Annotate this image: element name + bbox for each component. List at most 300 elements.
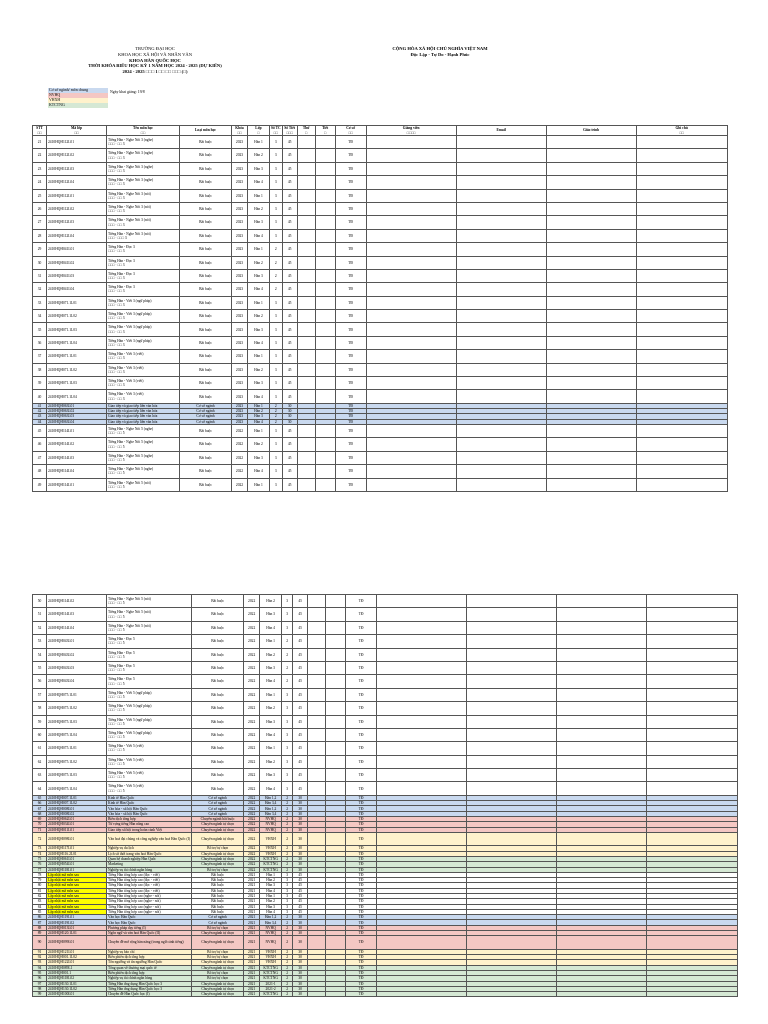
row-campus: TĐ	[346, 806, 377, 811]
table-row	[33, 243, 728, 256]
row-periods: 45	[282, 323, 297, 336]
row-course-type: Bắt buộc	[192, 728, 244, 741]
row-cohort: 2021	[244, 904, 260, 909]
row-lecturer	[377, 595, 467, 608]
row-lecturer	[366, 425, 456, 438]
row-note	[636, 162, 727, 175]
row-course-type: Chuyên ngành tự chọn	[192, 965, 244, 970]
row-textbook	[546, 136, 636, 149]
row-credits: 3	[282, 883, 293, 888]
row-course-name: Nghiệp vụ tài chính ngân hàng	[107, 867, 192, 872]
row-course-name: Giao tiếp và giao tiếp liên văn hóa	[107, 419, 180, 424]
row-periods: 45	[282, 216, 297, 229]
row-email	[456, 451, 546, 464]
row-cohort: 2023	[232, 176, 248, 189]
row-course-type: Bắt buộc	[192, 909, 244, 914]
row-lecturer	[377, 675, 467, 688]
row-class: Hàn 4	[260, 621, 282, 634]
row-course-name: Tiếng Hàn ứng dụng Hàn Quốc học 3	[107, 981, 192, 986]
row-class: Hàn 2	[248, 409, 270, 414]
row-note	[647, 782, 738, 795]
row-campus: TĐ	[335, 419, 366, 424]
row-periods: 45	[293, 608, 308, 621]
row-class: 2021-1	[260, 981, 282, 986]
row-campus: TĐ	[346, 635, 377, 648]
row-note	[636, 216, 727, 229]
row-stt: 65	[33, 795, 47, 800]
row-stt: 51	[33, 608, 47, 621]
row-cohort: 2021	[244, 981, 260, 986]
row-periods: 30	[293, 925, 308, 930]
row-email	[467, 702, 557, 715]
row-periods: 45	[282, 149, 297, 162]
row-stt: 59	[33, 715, 47, 728]
row-cohort: 2022	[244, 595, 260, 608]
row-campus: TĐ	[335, 336, 366, 349]
row-lecturer	[366, 136, 456, 149]
row-course-type: Bắt buộc	[180, 202, 232, 215]
row-note	[647, 728, 738, 741]
legend-ktctng: KTCTNG	[48, 103, 108, 108]
row-class: NVHQ	[260, 817, 282, 822]
row-stt: 71	[33, 827, 47, 832]
row-day	[297, 269, 315, 282]
row-course-type: Bắt buộc	[180, 377, 232, 390]
row-class-code: 2410HQH130.1L02	[47, 986, 107, 991]
row-cohort: 2022	[244, 742, 260, 755]
row-stt: 75	[33, 856, 47, 861]
row-campus: TĐ	[346, 909, 377, 914]
row-note	[647, 621, 738, 634]
row-period-slot	[315, 465, 335, 478]
row-course-type: Cơ sở ngành	[192, 811, 244, 816]
row-course-name: Tiếng Hàn - Nghe Nói 3 (nghe) □□□ · □□ 3	[107, 149, 180, 162]
row-class: KTCTNG	[260, 867, 282, 872]
row-class-code: 2410HQH100L01	[47, 992, 107, 997]
row-class-code: 2410HQH063L04	[47, 419, 107, 424]
row-class-code: 2410HQH112L03	[47, 216, 107, 229]
table-row	[33, 350, 728, 363]
row-class: Hàn 1	[260, 635, 282, 648]
row-day	[308, 621, 326, 634]
table-row	[33, 595, 738, 608]
row-day	[297, 310, 315, 323]
row-course-type: Bắt buộc	[192, 621, 244, 634]
row-textbook	[557, 635, 647, 648]
row-stt: 92	[33, 955, 47, 960]
row-credits: 3	[270, 162, 283, 175]
row-textbook	[546, 323, 636, 336]
row-credits: 2	[282, 846, 293, 851]
row-course-type: Cơ sở ngành	[180, 419, 232, 424]
row-class: NVHQ	[260, 936, 282, 949]
row-note	[647, 715, 738, 728]
row-stt: 67	[33, 806, 47, 811]
row-course-type: Bổ trợ tự chọn	[192, 970, 244, 975]
row-course-name: Tiếng Hàn - Viết 5 (ngữ pháp) □□□ · □□ 5	[107, 688, 192, 701]
table-row	[33, 451, 728, 464]
start-date: Ngày khai giảng: 19/8	[110, 90, 145, 94]
row-periods: 30	[293, 806, 308, 811]
row-course-type: Chuyên ngành bắt buộc	[192, 817, 244, 822]
row-textbook	[546, 451, 636, 464]
row-stt: 43	[33, 414, 47, 419]
row-email	[456, 323, 546, 336]
table-row	[33, 728, 738, 741]
row-class-code: 2410HQH043L04	[47, 675, 107, 688]
row-class-code: 2410HQH071.1L01	[47, 296, 107, 309]
row-class-code: 2410HQH043L01	[47, 635, 107, 648]
row-lecturer	[377, 728, 467, 741]
row-periods: 45	[282, 377, 297, 390]
row-class: Hàn 1,2	[260, 806, 282, 811]
row-campus: TĐ	[346, 702, 377, 715]
row-course-type: Cơ sở ngành	[180, 414, 232, 419]
row-course-name: Tiếng Hàn - Viết 5 (viết) □□□ · □□ 5	[107, 782, 192, 795]
row-periods: 45	[282, 256, 297, 269]
row-cohort: 2022	[244, 832, 260, 845]
row-period-slot	[315, 269, 335, 282]
row-note	[636, 136, 727, 149]
row-periods: 45	[293, 894, 308, 899]
row-cohort: 2021	[244, 970, 260, 975]
row-course-type: Chuyên ngành tự chọn	[192, 827, 244, 832]
row-course-name: Tiếng Hàn - Viết 3 (viết) □□□ · □□ 3	[107, 377, 180, 390]
row-cohort: 2022	[244, 811, 260, 816]
row-credits: 3	[270, 438, 283, 451]
table-row	[33, 648, 738, 661]
row-campus: TĐ	[346, 688, 377, 701]
row-class-code: 2410HQH041L03	[47, 269, 107, 282]
row-class: Hàn 3	[248, 216, 270, 229]
row-class: KTCTNG	[260, 862, 282, 867]
row-email	[456, 149, 546, 162]
row-credits: 3	[270, 189, 283, 202]
row-stt: 27	[33, 216, 47, 229]
row-credits: 3	[270, 336, 283, 349]
row-day	[297, 202, 315, 215]
row-lecturer	[377, 608, 467, 621]
row-note	[647, 755, 738, 768]
row-cohort: 2023	[232, 377, 248, 390]
row-lecturer	[377, 782, 467, 795]
row-lecturer	[366, 269, 456, 282]
row-campus: TĐ	[346, 992, 377, 997]
row-course-type: Bắt buộc	[180, 465, 232, 478]
row-day	[297, 465, 315, 478]
row-course-type: Bắt buộc	[192, 648, 244, 661]
row-class-code: 2410HQH071.1L02	[47, 310, 107, 323]
row-periods: 45	[293, 728, 308, 741]
row-course-name: Tiếng Hàn - Nghe Nói 3 (nói) □□□ · □□□ 3	[107, 229, 180, 242]
row-cohort: 2022	[232, 465, 248, 478]
row-stt: 49	[33, 478, 47, 491]
row-campus: TĐ	[346, 782, 377, 795]
row-day	[297, 243, 315, 256]
row-campus: TĐ	[346, 981, 377, 986]
row-course-name: Tiếng Hàn - Nghe Nói 5 (nói) □□□ · □□ 5	[107, 608, 192, 621]
table-row	[33, 176, 728, 189]
row-campus: TĐ	[346, 608, 377, 621]
row-cohort: 2023	[232, 409, 248, 414]
row-class: KTCTNG	[260, 992, 282, 997]
row-campus: TĐ	[346, 862, 377, 867]
row-email	[456, 478, 546, 491]
row-credits: 2	[282, 806, 293, 811]
row-periods: 30	[293, 846, 308, 851]
row-note	[636, 296, 727, 309]
row-cohort: 2023	[232, 189, 248, 202]
row-cohort: 2021	[244, 949, 260, 954]
row-credits: 3	[282, 608, 293, 621]
row-textbook	[546, 296, 636, 309]
row-stt: 39	[33, 377, 47, 390]
university-name: TRƯỜNG ĐẠI HỌC	[135, 46, 175, 51]
row-course-type: Bắt buộc	[180, 323, 232, 336]
row-campus: TĐ	[335, 202, 366, 215]
row-class: Hàn 2	[248, 438, 270, 451]
table-row	[33, 832, 738, 845]
legend-co-so-nganh: Cơ sở ngành/ môn chung	[48, 88, 108, 93]
row-class: VHXH	[260, 960, 282, 965]
row-email	[456, 390, 546, 403]
row-credits: 2	[270, 414, 283, 419]
row-credits: 2	[282, 976, 293, 981]
row-course-type: Bổ trợ tự chọn	[192, 867, 244, 872]
row-campus: TĐ	[346, 878, 377, 883]
row-periods: 30	[282, 414, 297, 419]
row-class-code: 2410HQH063L01	[47, 403, 107, 408]
row-note	[636, 377, 727, 390]
column-header: Giảng viên □□□□	[366, 126, 456, 136]
row-textbook	[546, 336, 636, 349]
row-email	[456, 256, 546, 269]
row-periods: 45	[282, 136, 297, 149]
row-class: Hàn 1	[248, 403, 270, 408]
row-course-type: Chuyên ngành tự chọn	[192, 981, 244, 986]
row-textbook	[546, 390, 636, 403]
row-stt: 25	[33, 189, 47, 202]
row-period-slot	[315, 176, 335, 189]
row-credits: 2	[282, 817, 293, 822]
row-cohort: 2021	[244, 965, 260, 970]
row-credits: 3	[282, 688, 293, 701]
row-class-code: 2410HQH116.2L01	[47, 851, 107, 856]
row-course-type: Bổ trợ tự chọn	[192, 976, 244, 981]
row-class-code: Lập nhật mã môn sau	[47, 894, 107, 899]
row-periods: 45	[293, 688, 308, 701]
row-cohort: 2022	[244, 822, 260, 827]
row-class-code: 2410HQH041L02	[47, 256, 107, 269]
row-textbook	[546, 350, 636, 363]
row-course-type: Bổ trợ tự chọn	[192, 925, 244, 930]
row-periods: 45	[293, 888, 308, 893]
row-credits: 3	[270, 296, 283, 309]
row-day	[308, 608, 326, 621]
row-cohort: 2023	[232, 202, 248, 215]
row-textbook	[546, 216, 636, 229]
row-periods: 30	[293, 811, 308, 816]
row-course-name: Tiếng Hàn - Nghe Nói 5 (nói) □□□ · □□ 5	[107, 595, 192, 608]
row-email	[467, 755, 557, 768]
row-lecturer	[366, 390, 456, 403]
row-credits: 2	[282, 955, 293, 960]
row-periods: 45	[293, 904, 308, 909]
row-period-slot	[315, 243, 335, 256]
timetable-page-2	[32, 594, 738, 997]
department-name: KHOA HÀN QUỐC HỌC	[129, 57, 181, 63]
row-course-type: Cơ sở ngành	[192, 920, 244, 925]
row-credits: 2	[282, 856, 293, 861]
row-course-name: Tiếng Hàn tổng hợp cao (nghe - nói)	[107, 899, 192, 904]
row-credits: 2	[282, 960, 293, 965]
row-class: Hàn 3	[248, 414, 270, 419]
row-lecturer	[366, 336, 456, 349]
row-course-type: Bắt buộc	[192, 883, 244, 888]
row-class-code: 2410HQH098L01	[47, 832, 107, 845]
row-stt: 46	[33, 438, 47, 451]
row-campus: TĐ	[346, 970, 377, 975]
row-course-name: Tiếng Hàn - Nghe Nói 5 (nghe) □□□ · □□ 5	[107, 425, 180, 438]
row-stt: 95	[33, 970, 47, 975]
row-campus: TĐ	[335, 176, 366, 189]
row-course-name: Tiếng Hàn - Đọc 5 □□□ · □□ 5	[107, 635, 192, 648]
row-period-slot	[326, 769, 346, 782]
row-class: Hàn 3	[248, 451, 270, 464]
table-row	[33, 283, 728, 296]
row-lecturer	[366, 350, 456, 363]
table-row	[33, 229, 728, 242]
row-credits: 3	[282, 899, 293, 904]
row-cohort: 2022	[232, 451, 248, 464]
row-course-type: Chuyên ngành tự chọn	[192, 986, 244, 991]
row-cohort: 2021	[244, 878, 260, 883]
column-header: Email	[456, 126, 546, 136]
row-period-slot	[315, 363, 335, 376]
row-cohort: 2023	[232, 323, 248, 336]
row-class-code: 2410HQH007.1L01	[47, 795, 107, 800]
row-credits: 2	[282, 970, 293, 975]
column-header: Tên môn học □□	[107, 126, 180, 136]
row-note	[636, 465, 727, 478]
row-credits: 3	[282, 909, 293, 914]
table-row	[33, 621, 738, 634]
row-stt: 61	[33, 742, 47, 755]
row-cohort: 2022	[244, 675, 260, 688]
row-class-code: 2410HQH114L03	[47, 608, 107, 621]
row-course-type: Bắt buộc	[180, 336, 232, 349]
row-periods: 45	[293, 675, 308, 688]
row-periods: 45	[282, 336, 297, 349]
row-note	[647, 648, 738, 661]
row-class-code: 2410HQH112L04	[47, 229, 107, 242]
row-day	[308, 742, 326, 755]
row-credits: 2	[282, 795, 293, 800]
row-email	[456, 216, 546, 229]
row-cohort: 2023	[232, 403, 248, 408]
row-credits: 2	[270, 403, 283, 408]
row-credits: 3	[282, 755, 293, 768]
row-periods: 45	[282, 296, 297, 309]
row-course-name: Tiếng Hàn - Viết 3 (viết) □□□ · □□ 3	[107, 350, 180, 363]
row-campus: TĐ	[335, 243, 366, 256]
row-course-type: Bắt buộc	[192, 782, 244, 795]
row-cohort: 2023	[232, 269, 248, 282]
row-day	[297, 425, 315, 438]
row-course-name: Tiếng Hàn tổng hợp cao (đọc - viết)	[107, 883, 192, 888]
row-period-slot	[326, 675, 346, 688]
table-row	[33, 992, 738, 997]
row-period-slot	[315, 283, 335, 296]
table-row	[33, 755, 738, 768]
row-course-type: Chuyên ngành tự chọn	[192, 822, 244, 827]
row-lecturer	[377, 661, 467, 674]
row-stt: 90	[33, 936, 47, 949]
row-note	[636, 323, 727, 336]
row-periods: 45	[282, 465, 297, 478]
row-class: Hàn 3	[260, 883, 282, 888]
row-class-code: 2410HQH120.1L01	[47, 931, 107, 936]
column-header: STT □□	[33, 126, 47, 136]
row-campus: TĐ	[335, 390, 366, 403]
row-credits: 2	[282, 925, 293, 930]
row-textbook	[546, 176, 636, 189]
row-email	[456, 377, 546, 390]
row-class-code: 2410HQH063L03	[47, 414, 107, 419]
color-legend	[48, 88, 108, 108]
row-stt: 86	[33, 915, 47, 920]
row-class-code: 2410HQH112L01	[47, 136, 107, 149]
row-class-code: 2410HQH075.1L03	[47, 715, 107, 728]
row-day	[308, 715, 326, 728]
row-course-type: Bắt buộc	[192, 755, 244, 768]
row-class-code: Lập nhật mã môn sau	[47, 878, 107, 883]
row-note	[647, 832, 738, 845]
row-campus: TĐ	[346, 595, 377, 608]
row-stt: 78	[33, 872, 47, 877]
row-note	[647, 702, 738, 715]
table-row	[33, 675, 738, 688]
row-class: KTCTNG	[260, 965, 282, 970]
row-credits: 2	[270, 419, 283, 424]
row-lecturer	[366, 478, 456, 491]
row-class-code: 2410HQH114L04	[47, 621, 107, 634]
row-periods: 45	[293, 595, 308, 608]
row-class-code: 2410HQH071.1L04	[47, 336, 107, 349]
table-row	[33, 782, 738, 795]
row-note	[647, 675, 738, 688]
row-period-slot	[326, 936, 346, 949]
row-cohort: 2022	[244, 806, 260, 811]
row-course-name: Văn hóa - xã hội Hàn Quốc	[107, 811, 192, 816]
row-textbook	[546, 478, 636, 491]
row-cohort: 2022	[244, 755, 260, 768]
row-periods: 30	[293, 856, 308, 861]
row-class: Hàn 1	[260, 894, 282, 899]
row-credits: 3	[282, 782, 293, 795]
row-course-name: Tiếng Hàn ứng dụng Hàn Quốc học 3	[107, 986, 192, 991]
row-course-type: Chuyên ngành tự chọn	[192, 936, 244, 949]
row-periods: 30	[293, 817, 308, 822]
row-period-slot	[315, 478, 335, 491]
row-class: Hàn 4	[260, 728, 282, 741]
row-periods: 45	[293, 648, 308, 661]
row-period-slot	[326, 702, 346, 715]
row-class: Hàn 1,2	[260, 795, 282, 800]
row-class-code: 2410HQH075.1L04	[47, 728, 107, 741]
row-stt: 84	[33, 904, 47, 909]
row-course-name: Tiếng Hàn - Viết 5 (ngữ pháp) □□□ · □□ 5	[107, 728, 192, 741]
